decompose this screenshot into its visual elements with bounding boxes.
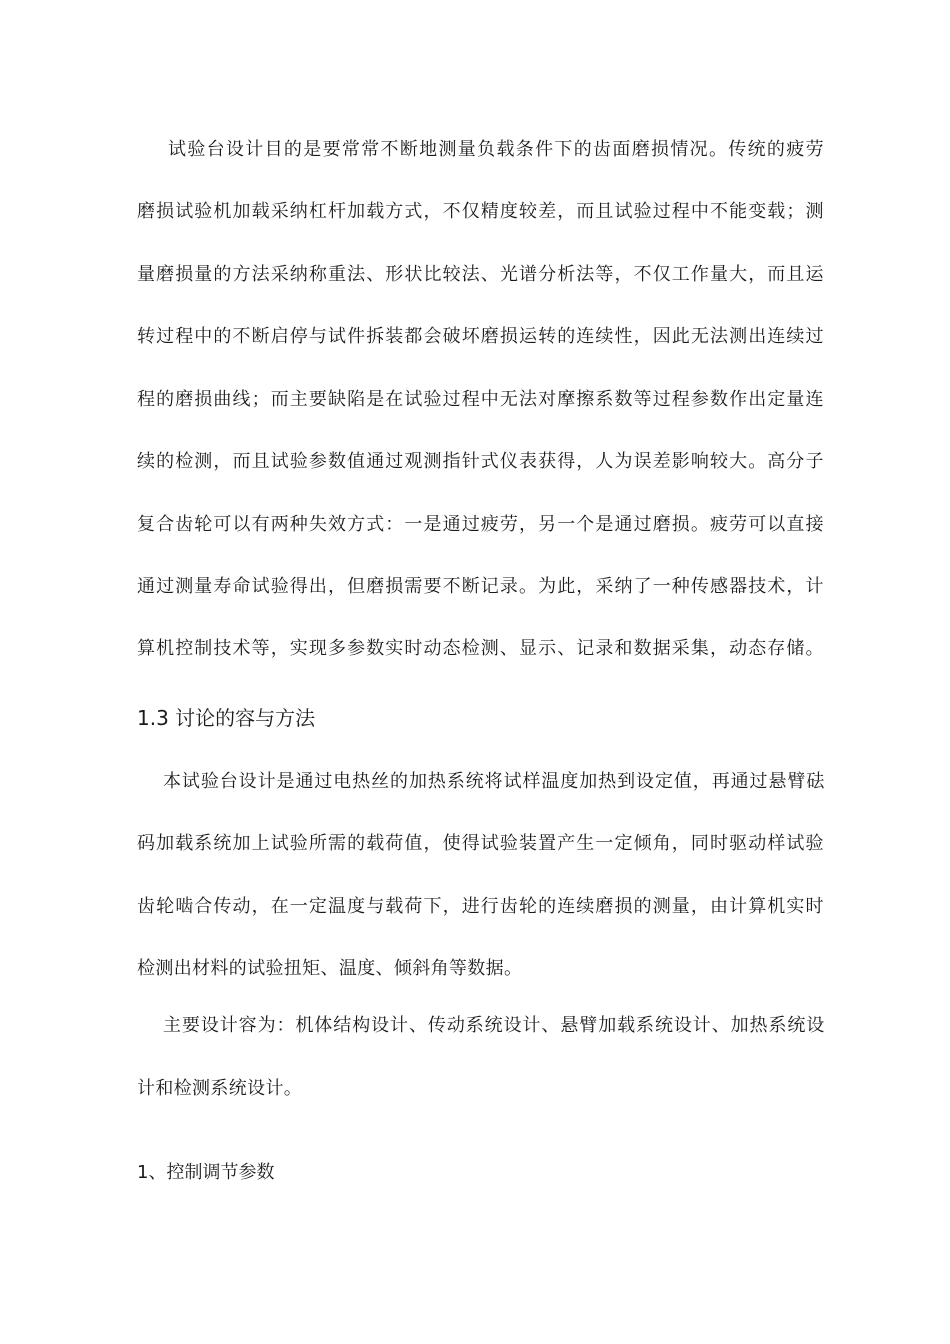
section-heading: 1.3 讨论的容与方法 [137, 706, 316, 730]
paragraph1-line-7: 复合齿轮可以有两种失效方式：一是通过疲劳，另一个是通过磨损。疲劳可以直接 [137, 514, 825, 535]
paragraph1-line-9: 算机控制技术等，实现多参数实时动态检测、显示、记录和数据采集，动态存储。 [137, 638, 825, 659]
paragraph3-line-1: 主要设计容为：机体结构设计、传动系统设计、悬臂加载系统设计、加热系统设 [163, 1015, 826, 1036]
subheading: 1、控制调节参数 [137, 1162, 275, 1183]
paragraph3-line-2: 计和检测系统设计。 [137, 1078, 303, 1099]
paragraph2-line-2: 码加载系统加上试验所需的载荷值，使得试验装置产生一定倾角，同时驱动样试验 [137, 833, 825, 854]
paragraph2-line-1: 本试验台设计是通过电热丝的加热系统将试样温度加热到设定值，再通过悬臂砝 [163, 771, 826, 792]
paragraph1-line-4: 转过程中的不断启停与试件拆装都会破坏磨损运转的连续性，因此无法测出连续过 [137, 326, 825, 347]
paragraph1-line-1: 试验台设计目的是要常常不断地测量负载条件下的齿面磨损情况。传统的疲劳 [168, 139, 825, 160]
paragraph1-line-3: 量磨损量的方法采纳称重法、形状比较法、光谱分析法等，不仅工作量大，而且运 [137, 264, 825, 285]
paragraph2-line-3: 齿轮啮合传动，在一定温度与载荷下，进行齿轮的连续磨损的测量，由计算机实时 [137, 896, 825, 917]
paragraph2-line-4: 检测出材料的试验扭矩、温度、倾斜角等数据。 [137, 958, 523, 979]
paragraph1-line-8: 通过测量寿命试验得出，但磨损需要不断记录。为此，采纳了一种传感器技术，计 [137, 576, 825, 597]
paragraph1-line-2: 磨损试验机加载采纳杠杆加载方式，不仅精度较差，而且试验过程中不能变载；测 [137, 201, 825, 222]
paragraph1-line-6: 续的检测，而且试验参数值通过观测指针式仪表获得，人为误差影响较大。高分子 [137, 451, 825, 472]
paragraph1-line-5: 程的磨损曲线；而主要缺陷是在试验过程中无法对摩擦系数等过程参数作出定量连 [137, 389, 825, 410]
